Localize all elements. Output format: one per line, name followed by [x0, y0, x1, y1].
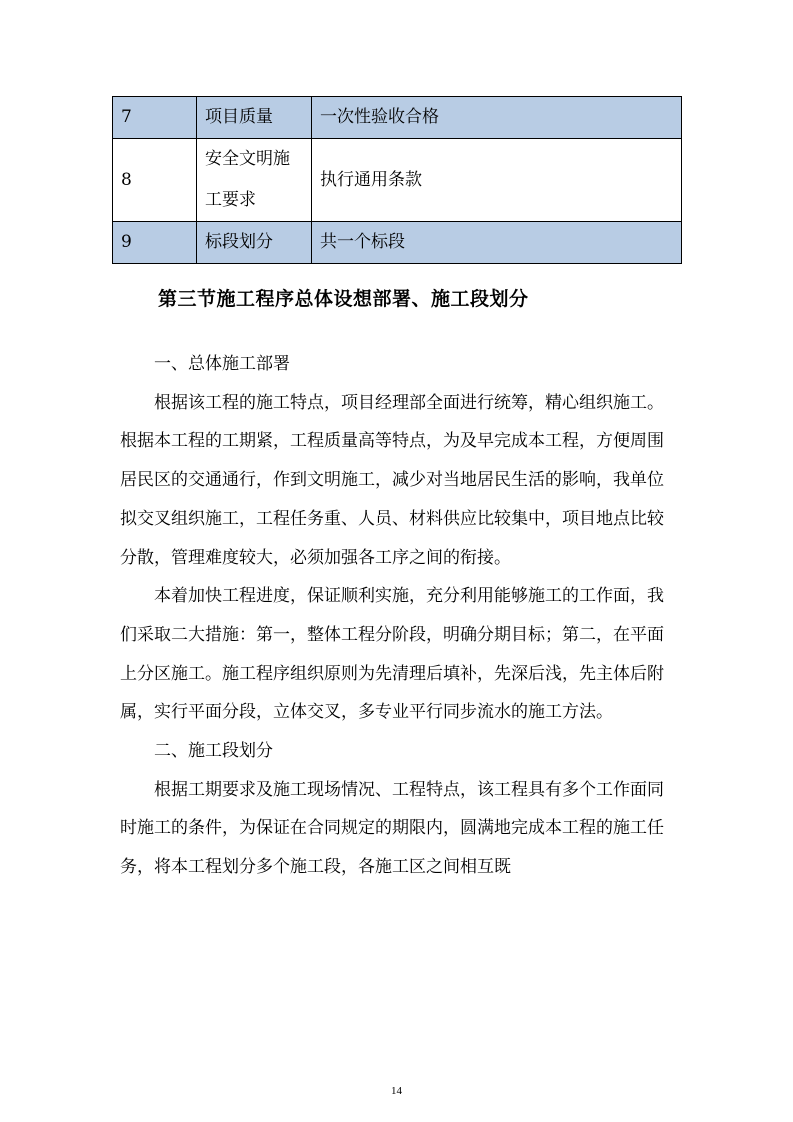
- project-info-table: [112, 96, 682, 264]
- row-item: [197, 139, 312, 222]
- row-item-line2: 工要求: [205, 190, 256, 210]
- paragraph: 根据该工程的施工特点，项目经理部全面进行统筹，精心组织施工。根据本工程的工期紧，工程质量高等特点，为及早完成本工程，方便周围居民区的交通通行，作到文明施工，减少对当地居民生活的影响，我单位拟交叉组织施工，工程任务重、人员、材料供应比较集中，项目地点比较分散，管理难度较大，必须加强各工序之间的衔接。: [120, 392, 664, 568]
- row-value: 共一个标段: [312, 222, 682, 264]
- row-value: 执行通用条款: [312, 139, 682, 222]
- subheading-segments: 二、施工段划分: [154, 741, 273, 762]
- row-item: 项目质量: [197, 97, 312, 139]
- body-text: [120, 345, 664, 887]
- row-value: 一次性验收合格: [312, 97, 682, 139]
- table-row: [113, 139, 682, 222]
- row-item: 标段划分: [197, 222, 312, 264]
- table-row: [113, 97, 682, 139]
- row-number: 9: [113, 222, 197, 264]
- table-row: [113, 222, 682, 264]
- paragraph: 根据工期要求及施工现场情况、工程特点，该工程具有多个工作面同时施工的条件，为保证在合同规定的期限内，圆满地完成本工程的施工任务，将本工程划分多个施工段，各施工区之间相互既: [120, 779, 664, 878]
- section-title: 第三节施工程序总体设想部署、施工段划分: [158, 288, 529, 310]
- row-number: 7: [113, 97, 197, 139]
- subheading-deployment: 一、总体施工部署: [154, 354, 290, 374]
- page-number: 14: [391, 1085, 402, 1097]
- paragraph: 本着加快工程进度，保证顺利实施，充分利用能够施工的工作面，我们采取二大措施：第一，整体工程分阶段，明确分期目标；第二，在平面上分区施工。施工程序组织原则为先清理后填补，先深后浅，先主体后附属，实行平面分段，立体交叉，多专业平行同步流水的施工方法。: [120, 586, 664, 723]
- row-item-line1: 安全文明施: [205, 149, 290, 169]
- row-number: 8: [113, 139, 197, 222]
